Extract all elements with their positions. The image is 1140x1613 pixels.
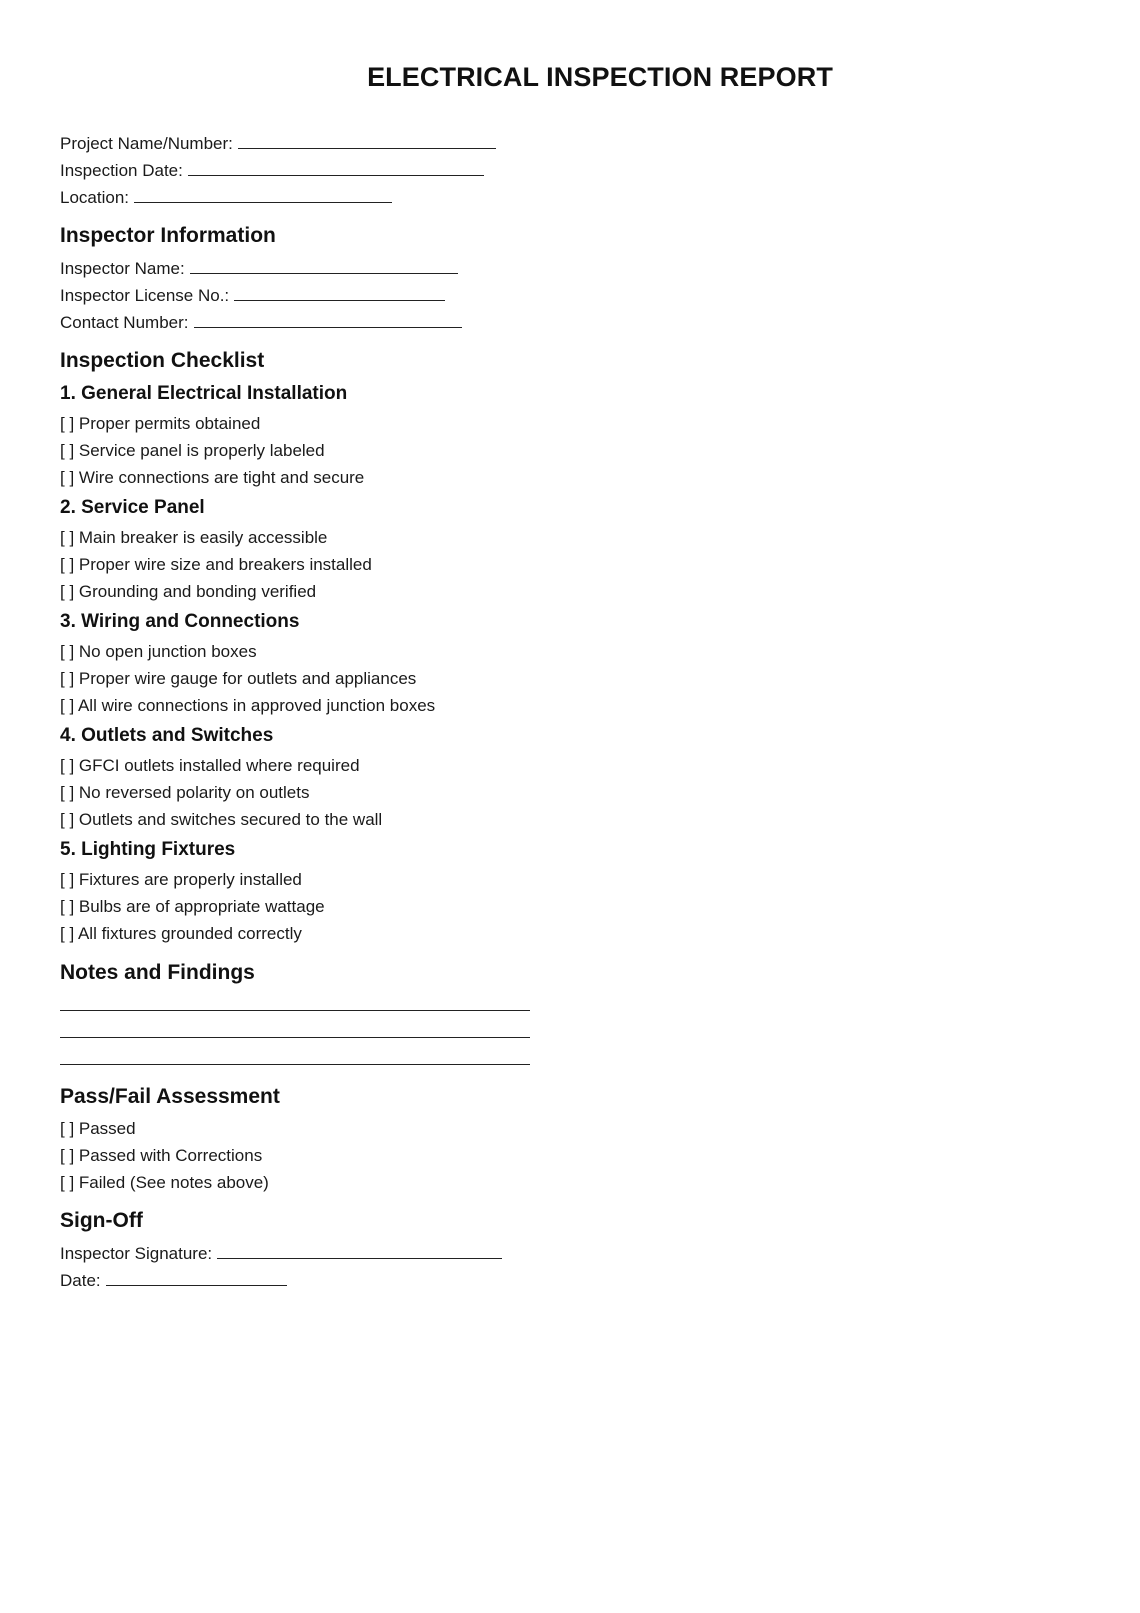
project-blank[interactable]	[238, 133, 496, 149]
checklist-item[interactable]: [ ] No open junction boxes	[60, 642, 257, 661]
location-field	[60, 187, 392, 208]
location-label: Location:	[60, 188, 129, 207]
inspector-heading: Inspector Information	[60, 224, 276, 247]
project-label: Project Name/Number:	[60, 134, 233, 153]
inspector-license-label: Inspector License No.:	[60, 286, 230, 305]
signoff-date-field	[60, 1270, 287, 1291]
report-title: ELECTRICAL INSPECTION REPORT	[367, 62, 833, 92]
checklist-item[interactable]: [ ] Proper wire gauge for outlets and appliances	[60, 669, 417, 688]
section-title: 4. Outlets and Switches	[60, 725, 274, 746]
notes-line[interactable]	[60, 1064, 530, 1065]
checklist-item[interactable]: [ ] No reversed polarity on outlets	[60, 783, 310, 802]
checklist-item[interactable]: [ ] GFCI outlets installed where required	[60, 756, 360, 775]
notes-heading: Notes and Findings	[60, 961, 255, 984]
notes-line[interactable]	[60, 1037, 530, 1038]
notes-line[interactable]	[60, 1010, 530, 1011]
contact-number-blank[interactable]	[194, 312, 462, 328]
checklist-item[interactable]: [ ] All fixtures grounded correctly	[60, 924, 302, 943]
inspection-date-blank[interactable]	[188, 160, 484, 176]
checklist-item[interactable]: [ ] Outlets and switches secured to the wall	[60, 810, 383, 829]
inspector-name-field	[60, 258, 458, 279]
signoff-date-blank[interactable]	[106, 1270, 287, 1286]
assessment-option[interactable]: [ ] Passed	[60, 1119, 136, 1138]
location-blank[interactable]	[134, 187, 392, 203]
checklist-item[interactable]: [ ] Proper wire size and breakers installed	[60, 555, 372, 574]
assessment-heading: Pass/Fail Assessment	[60, 1085, 280, 1108]
checklist-item[interactable]: [ ] Main breaker is easily accessible	[60, 528, 328, 547]
inspector-name-label: Inspector Name:	[60, 259, 185, 278]
contact-number-label: Contact Number:	[60, 313, 189, 332]
inspection-date-label: Inspection Date:	[60, 161, 183, 180]
checklist-item[interactable]: [ ] Fixtures are properly installed	[60, 870, 302, 889]
section-title: 2. Service Panel	[60, 497, 205, 518]
checklist-heading: Inspection Checklist	[60, 349, 265, 372]
section-title: 5. Lighting Fixtures	[60, 839, 236, 860]
signature-label: Inspector Signature:	[60, 1244, 213, 1263]
contact-number-field	[60, 312, 462, 333]
inspector-name-blank[interactable]	[190, 258, 458, 274]
assessment-option[interactable]: [ ] Passed with Corrections	[60, 1146, 263, 1165]
checklist-item[interactable]: [ ] All wire connections in approved junction boxes	[60, 696, 436, 715]
inspector-license-field	[60, 285, 445, 306]
inspection-date-field	[60, 160, 484, 181]
signature-blank[interactable]	[217, 1243, 502, 1259]
checklist-item[interactable]: [ ] Bulbs are of appropriate wattage	[60, 897, 325, 916]
project-field	[60, 133, 496, 154]
signoff-date-label: Date:	[60, 1271, 101, 1290]
checklist-item[interactable]: [ ] Service panel is properly labeled	[60, 441, 325, 460]
signature-field	[60, 1243, 502, 1264]
signoff-heading: Sign-Off	[60, 1209, 143, 1232]
assessment-option[interactable]: [ ] Failed (See notes above)	[60, 1173, 269, 1192]
checklist-item[interactable]: [ ] Proper permits obtained	[60, 414, 261, 433]
checklist-item[interactable]: [ ] Wire connections are tight and secure	[60, 468, 365, 487]
checklist-item[interactable]: [ ] Grounding and bonding verified	[60, 582, 317, 601]
section-title: 1. General Electrical Installation	[60, 383, 348, 404]
section-title: 3. Wiring and Connections	[60, 611, 300, 632]
inspector-license-blank[interactable]	[234, 285, 445, 301]
